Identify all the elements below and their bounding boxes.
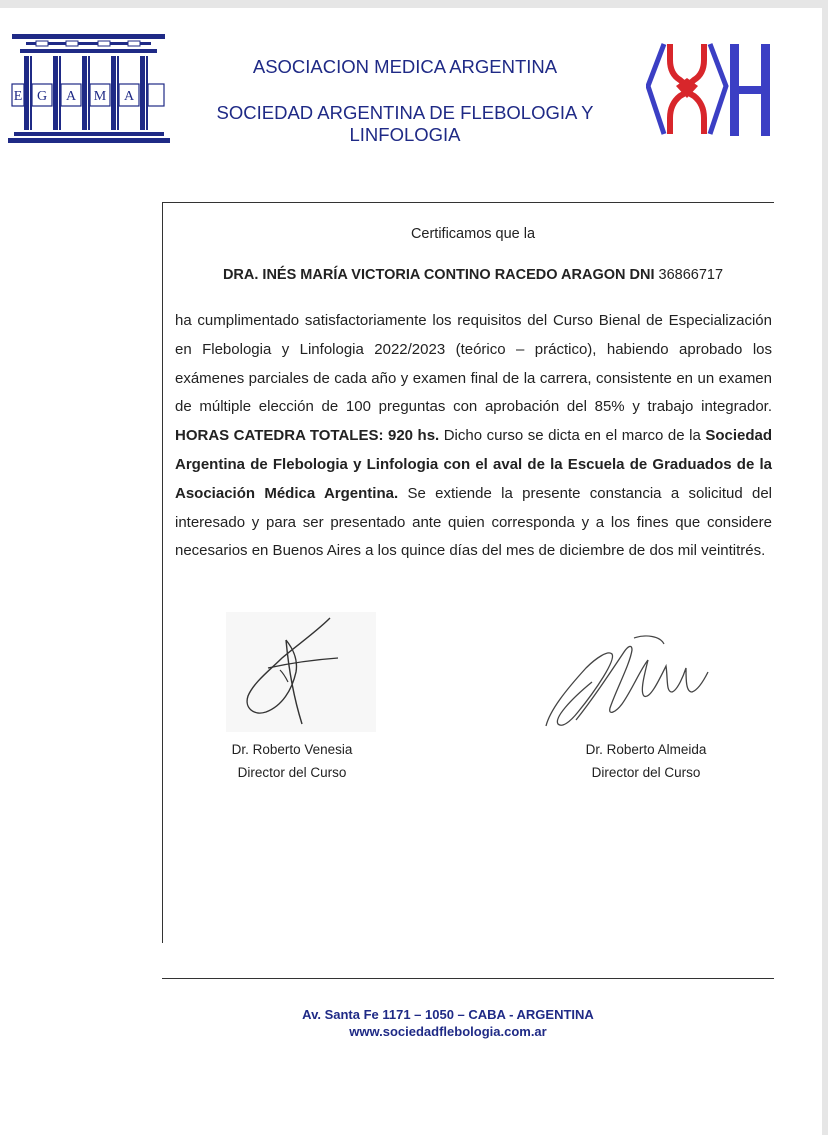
egama-letter: A bbox=[123, 89, 135, 104]
body-text: ha cumplimentado satisfactoriamente los requisitos del Curso Bienal de Especialización en Flebologia y Linfologia 2022/2023 (teórico – práctico), habiendo aprobado los exámenes parciales de cada año y examen final de la carrera, consistente en un examen de múltiple elección de 100 preguntas con aprobación del 85% y trabajo integrador. bbox=[175, 312, 772, 416]
certificate-intro: Certificamos que la bbox=[410, 226, 536, 242]
sociedad-flebologia-logo-icon bbox=[646, 40, 774, 142]
footer-address: Av. Santa Fe 1171 – 1050 – CABA - ARGENTINA bbox=[302, 1007, 594, 1022]
footer-rule bbox=[162, 978, 774, 979]
signatory-name: Dr. Roberto Almeida bbox=[585, 742, 707, 757]
certificate-body bbox=[175, 307, 772, 566]
recipient-name: DRA. INÉS MARÍA VICTORIA CONTINO RACEDO ARAGON DNI bbox=[222, 267, 655, 283]
footer-website-link[interactable]: www.sociedadflebologia.com.ar bbox=[349, 1024, 547, 1039]
signatory-role: Director del Curso bbox=[237, 765, 347, 780]
signatory-role: Director del Curso bbox=[591, 765, 701, 780]
org-title-society: SOCIEDAD ARGENTINA DE FLEBOLOGIA Y LINFOLOGIA bbox=[216, 102, 594, 145]
frame-left-rule bbox=[162, 202, 163, 943]
total-hours: HORAS CATEDRA TOTALES: 920 hs. bbox=[175, 427, 440, 445]
egama-letter: E bbox=[13, 89, 23, 104]
egama-logo-icon bbox=[6, 32, 171, 146]
signature-venesia bbox=[226, 612, 376, 732]
endorsement-text: Sociedad Argentina de Flebologia y Linfologia con el aval de la Escuela de Graduados de la Asociación Médica Argentina. bbox=[175, 427, 772, 502]
recipient-dni: 36866717 bbox=[658, 267, 724, 283]
certificate-page bbox=[0, 8, 822, 1135]
egama-letter: A bbox=[65, 89, 77, 104]
signatory-name: Dr. Roberto Venesia bbox=[231, 742, 353, 757]
egama-letter: G bbox=[36, 89, 48, 104]
egama-letter: M bbox=[93, 89, 107, 104]
body-text: Dicho curso se dicta en el marco de la bbox=[439, 427, 706, 445]
org-title-ama: ASOCIACION MEDICA ARGENTINA bbox=[252, 56, 558, 77]
body-text: Se extiende la presente constancia a solicitud del interesado y para ser presentado ante quien corresponda y a los fines que considere necesarios en Buenos Aires a los quince días del mes de diciembre de dos mil veintitrés. bbox=[175, 484, 772, 560]
recipient-line bbox=[163, 267, 783, 283]
signature-almeida bbox=[536, 630, 716, 734]
frame-top-rule bbox=[162, 202, 774, 203]
